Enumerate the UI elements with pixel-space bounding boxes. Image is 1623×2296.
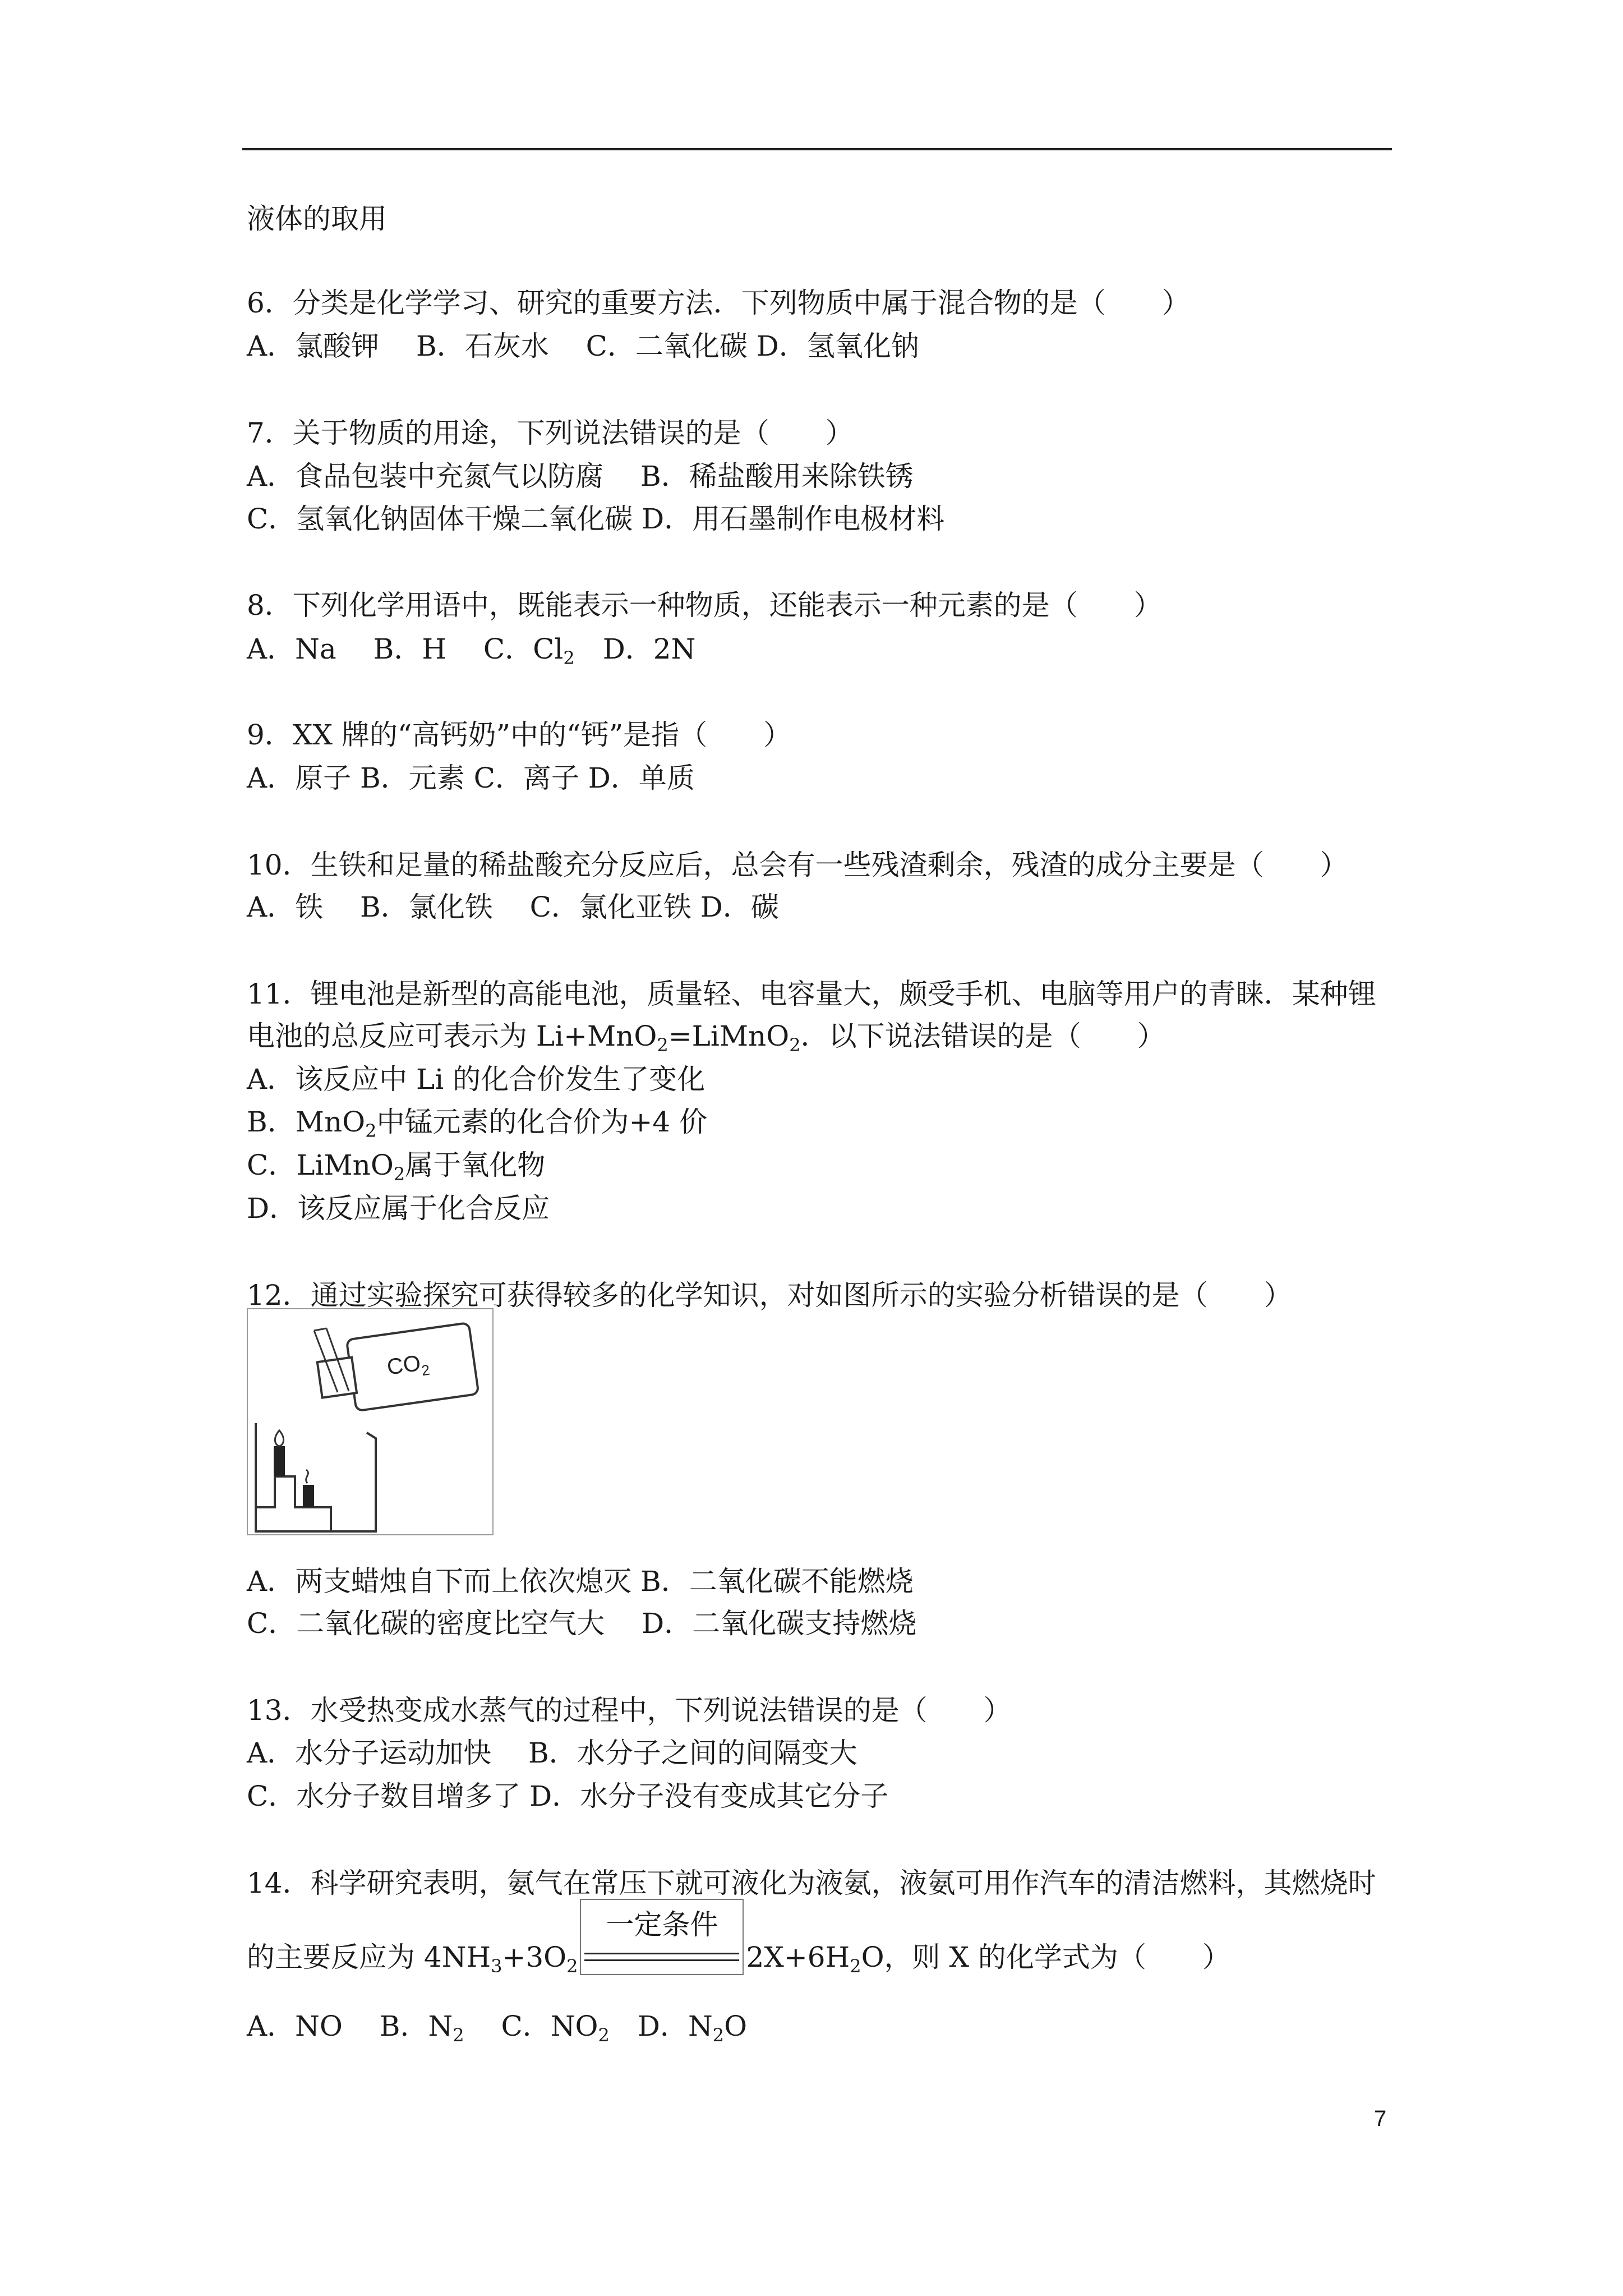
q6-options: A．氯酸钾 B．石灰水 C．二氧化碳 D．氢氧化钠 [247,330,919,362]
q13-stem: 13．水受热变成水蒸气的过程中，下列说法错误的是（ ） [247,1694,1012,1727]
q8-options [247,631,695,667]
q12-options-cd: C．二氧化碳的密度比空气大 D．二氧化碳支持燃烧 [247,1607,917,1640]
q8-option-b: B．H [373,633,446,665]
q8-stem: 8．下列化学用语中，既能表示一种物质，还能表示一种元素的是（ ） [247,589,1162,622]
header-fragment: 液体的取用 [247,203,387,235]
reaction-condition: 一定条件 [606,1908,718,1941]
q9-stem: 9．XX 牌的“高钙奶”中的“钙”是指（ ） [247,719,792,751]
q11-option-c: C．LiMnO$_2$属于氧化物 [247,1149,546,1185]
q14-options [247,2008,747,2044]
q13-options-cd: C．水分子数目增多了 D．水分子没有变成其它分子 [247,1780,889,1812]
co2-bottle [315,1323,478,1415]
q14-option-c: C．$NO_2$ [501,2010,610,2046]
page-number: 7 [1374,2106,1387,2131]
lower-candle-smoke-icon [306,1470,308,1483]
co2-apparatus-illustration [247,1308,494,1535]
q11-option-a: A．该反应中 Li 的化合价发生了变化 [247,1063,706,1096]
q6-stem: 6．分类是化学学习、研究的重要方法．下列物质中属于混合物的是（ ） [247,287,1190,319]
q12-stem: 12．通过实验探究可获得较多的化学知识，对如图所示的实验分析错误的是（ ） [247,1279,1292,1312]
q11-stem-line2: 电池的总反应可表示为 Li+MnO$_2$=LiMnO$_2$．以下说法错误的是（ ） [247,1020,1165,1056]
q8-option-d: D．2N [602,633,696,665]
step-platform [256,1476,331,1531]
upper-candle [274,1446,285,1476]
header-rule [242,148,1392,150]
lower-candle [303,1485,314,1507]
q14-option-a: A．NO [247,2010,343,2042]
q8-option-c: C．$Cl_2$ [483,633,575,669]
q14-stem-line2: 的主要反应为 $4NH_3+3O_2$ 一定条件 $2X+6H_2O$，则 X 的化学式为（ ） [247,1939,1230,1975]
q9-options: A．原子 B．元素 C．离子 D．单质 [247,762,695,794]
q7-stem: 7．关于物质的用途，下列说法错误的是（ ） [247,417,854,449]
q11-option-d: D．该反应属于化合反应 [247,1192,550,1225]
reaction-condition-arrow [580,1908,744,1975]
q7-options-cd: C．氢氧化钠固体干燥二氧化碳 D．用石墨制作电极材料 [247,503,945,535]
q14-option-d: D．$N_2O$ [637,2010,748,2046]
co2-label: $CO_2$ [385,1350,431,1380]
q13-options-ab: A．水分子运动加快 B．水分子之间的间隔变大 [247,1737,857,1769]
q8-option-a: A．Na [247,633,336,665]
q10-options: A．铁 B．氯化铁 C．氯化亚铁 D．碳 [247,891,779,923]
q11-stem-line1: 11．锂电池是新型的高能电池，质量轻、电容量大，颇受手机、电脑等用户的青睐．某种锂 [247,978,1376,1010]
co2-experiment-figure [247,1308,494,1535]
q10-stem: 10．生铁和足量的稀盐酸充分反应后，总会有一些残渣剩余，残渣的成分主要是（ ） [247,849,1348,881]
q14-option-b: B．$N_2$ [379,2010,464,2046]
q11-option-b: B．MnO$_2$中锰元素的化合价为+4 价 [247,1106,708,1142]
q14-stem-line1: 14．科学研究表明，氨气在常压下就可液化为液氨，液氨可用作汽车的清洁燃料，其燃烧时 [247,1867,1376,1899]
upper-candle-flame-icon [275,1430,283,1446]
q12-options-ab: A．两支蜡烛自下而上依次熄灭 B．二氧化碳不能燃烧 [247,1565,914,1598]
q7-options-ab: A．食品包装中充氮气以防腐 B．稀盐酸用来除铁锈 [247,460,914,493]
